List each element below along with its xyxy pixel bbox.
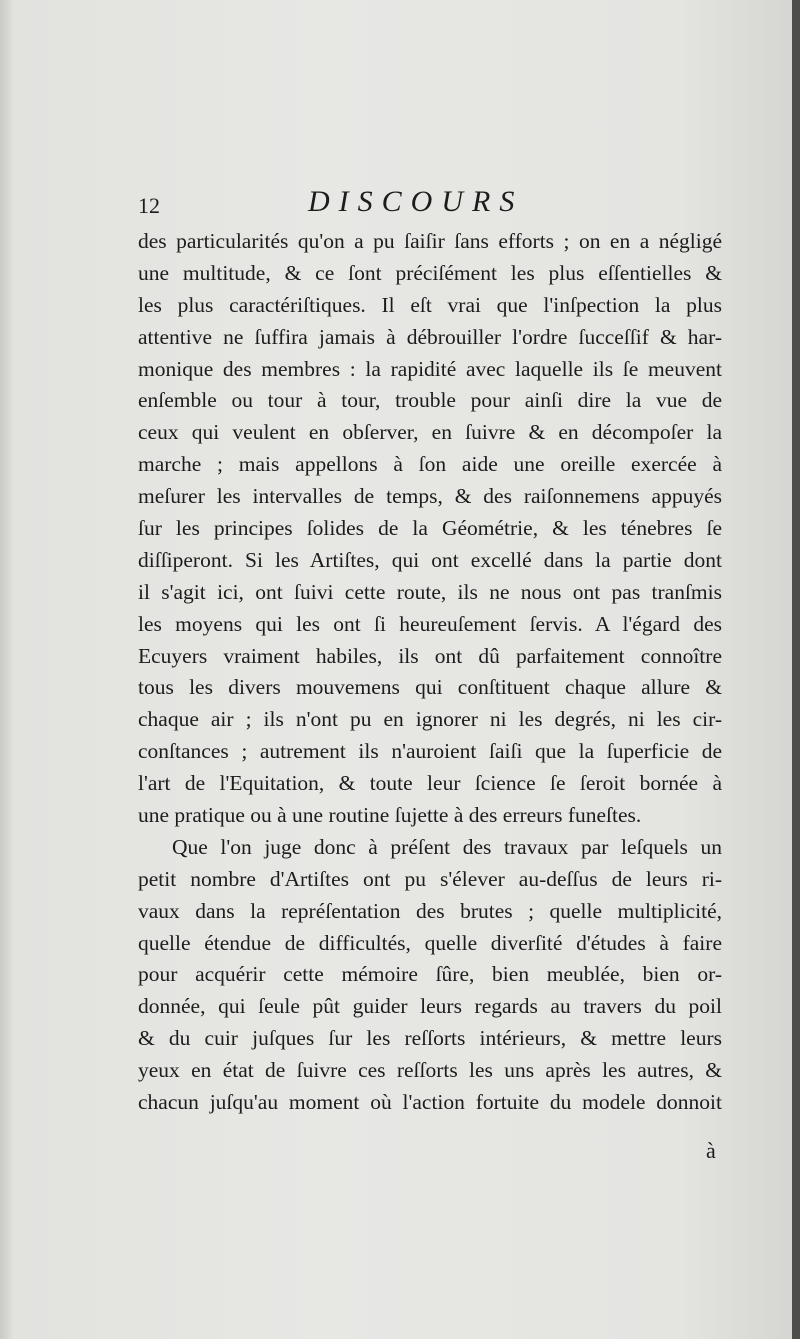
text-line: vaux dans la repréſentation des brutes ; quelle multiplicité, — [138, 898, 722, 923]
text-line: quelle étendue de difficultés, quelle diverſité d'études à faire — [138, 930, 722, 955]
text-line: marche ; mais appellons à ſon aide une oreille exercée à — [138, 452, 722, 477]
text-line: Que l'on juge donc à préſent des travaux par leſquels un — [172, 834, 722, 859]
text-line: ſur les principes ſolides de la Géométrie, & les ténebres ſe — [138, 516, 722, 541]
text-line: & du cuir juſques ſur les reſſorts intérieurs, & mettre leurs — [138, 1026, 722, 1051]
catchword: à — [706, 1138, 716, 1163]
text-line: attentive ne ſuffira jamais à débrouiller l'ordre ſucceſſif & har- — [138, 324, 722, 349]
text-line: une multitude, & ce ſont préciſément les plus eſſentielles & — [138, 260, 722, 285]
text-line: petit nombre d'Artiſtes ont pu s'élever au-deſſus de leurs ri- — [138, 866, 722, 891]
text-line: monique des membres : la rapidité avec laquelle ils ſe meuvent — [138, 356, 722, 381]
text-line: des particularités qu'on a pu ſaiſir ſans efforts ; on en a négligé — [138, 229, 722, 253]
paragraph-1 — [138, 226, 722, 832]
paragraph-2 — [138, 832, 722, 1119]
text-line: les plus caractériſtiques. Il eſt vrai que l'inſpection la plus — [138, 292, 722, 317]
text-line: chaque air ; ils n'ont pu en ignorer ni les degrés, ni les cir- — [138, 707, 722, 732]
text-line: tous les divers mouvemens qui conſtituent chaque allure & — [138, 675, 722, 700]
text-line: chacun juſqu'au moment où l'action fortuite du modele donnoit — [138, 1090, 722, 1115]
text-line: les moyens qui les ont ſi heureuſement ſervis. A l'égard des — [138, 611, 722, 636]
text-line: l'art de l'Equitation, & toute leur ſcience ſe ſeroit bornée à — [138, 771, 722, 796]
text-line: conſtances ; autrement ils n'auroient ſaiſi que la ſuperficie de — [138, 739, 722, 764]
text-line: Ecuyers vraiment habiles, ils ont dû parfaitement connoître — [138, 643, 722, 668]
text-line: il s'agit ici, ont ſuivi cette route, ils ne nous ont pas tranſmis — [138, 579, 722, 604]
text-line: yeux en état de ſuivre ces reſſorts les uns après les autres, & — [138, 1058, 722, 1083]
text-body — [138, 226, 722, 1119]
text-line: meſurer les intervalles de temps, & des raiſonnemens appuyés — [138, 484, 722, 509]
text-line: une pratique ou à une routine ſujette à des erreurs funeſtes. — [138, 803, 642, 828]
text-line: pour acquérir cette mémoire ſûre, bien meublée, bien or- — [138, 962, 722, 987]
text-line: donnée, qui ſeule pût guider leurs regards au travers du poil — [138, 994, 722, 1019]
page-header — [138, 185, 728, 225]
running-head: DISCOURS — [308, 185, 524, 218]
text-line: diſſiperont. Si les Artiſtes, qui ont excellé dans la partie dont — [138, 547, 722, 572]
page-number: 12 — [138, 193, 160, 218]
text-line: enſemble ou tour à tour, trouble pour ainſi dire la vue de — [138, 388, 722, 413]
text-line: ceux qui veulent en obſerver, en ſuivre & en décompoſer la — [138, 420, 722, 445]
